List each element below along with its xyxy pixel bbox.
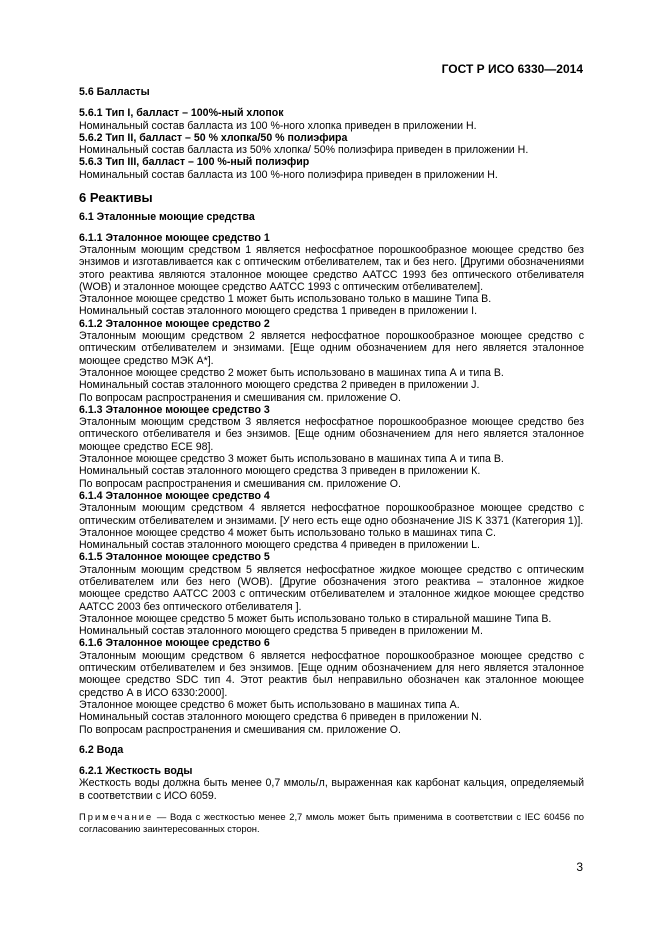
- water-hardness-title: 6.2.1 Жесткость воды: [79, 765, 193, 778]
- note: [79, 811, 584, 835]
- detergent-5-title: 6.1.5 Эталонное моющее средство 5: [79, 551, 270, 564]
- note-text: — Вода с жесткостью менее 2,7 ммоль может быть применима в соответствии с IEC 60456 по согласованию заинтересованных сторон.: [79, 811, 584, 835]
- note-label: Примечание: [79, 811, 154, 823]
- subsection-5-6-1-title: 5.6.1 Тип I, балласт – 100%-ный хлопок: [79, 107, 284, 120]
- detergent-3-distribution: По вопросам распространения и смешивания см. приложение О.: [79, 477, 401, 490]
- detergent-6-title: 6.1.6 Эталонное моющее средство 6: [79, 637, 270, 650]
- detergent-3-usage: Эталонное моющее средство 3 может быть использовано в машинах типа А и типа В.: [79, 453, 504, 466]
- detergent-6-description: Эталонным моющим средством 6 является нефосфатное порошкообразное моющее средство с оптическим отбеливателем и без энзимов. [Еще одним обозначением для него является эталонное моющее средство SDC тип 4. Этот реактив был неправильно обозначен как эталонное моющее средство А в ИСО 6330:2000].: [79, 649, 584, 699]
- detergent-1-description: Эталонным моющим средством 1 является нефосфатное порошкообразное моющее средство без энзимов и изготавливается как с оптическим отбеливателем, так и без него. [Другими обозначениями этого реактива являются эталонное моющее средство AATCC 1993 без оптического отбеливателя (WOB) и эталонное моющее средство AATCC 1993 с оптическим отбеливателем].: [79, 243, 584, 293]
- detergent-5-usage: Эталонное моющее средство 5 может быть использовано только в стиральной машине Типа В.: [79, 612, 552, 625]
- document-body: [79, 86, 584, 835]
- detergent-2-description: Эталонным моющим средством 2 является нефосфатное порошкообразное моющее средство с оптическим отбеливателем и энзимами. [Еще одним обозначением для него является эталонное моющее средство МЭК А*].: [79, 330, 584, 367]
- detergent-6-distribution: По вопросам распространения и смешивания см. приложение О.: [79, 723, 401, 736]
- page-number: 3: [576, 860, 583, 874]
- detergent-6-composition: Номинальный состав эталонного моющего средства 6 приведен в приложении N.: [79, 711, 482, 724]
- subsection-5-6-2-title: 5.6.2 Тип II, балласт – 50 % хлопка/50 % полиэфира: [79, 131, 348, 144]
- water-hardness-text: Жесткость воды должна быть менее 0,7 ммоль/л, выраженная как карбонат кальция, определяемый в соответствии с ИСО 6059.: [79, 777, 584, 802]
- detergent-4-description: Эталонным моющим средством 4 является нефосфатное порошкообразное моющее средство с оптическим отбеливателем и энзимами. [У него есть еще одно обозначение JIS K 3371 (Категория 1)].: [79, 502, 584, 527]
- detergent-2-composition: Номинальный состав эталонного моющего средства 2 приведен в приложении J.: [79, 379, 480, 392]
- detergent-2-title: 6.1.2 Эталонное моющее средство 2: [79, 317, 270, 330]
- detergent-2-usage: Эталонное моющее средство 2 может быть использовано в машинах типа А и типа В.: [79, 366, 504, 379]
- detergent-2-distribution: По вопросам распространения и смешивания см. приложение О.: [79, 391, 401, 404]
- detergent-4-composition: Номинальный состав эталонного моющего средства 4 приведен в приложении L.: [79, 539, 481, 552]
- section-5-6-title: 5.6 Балласты: [79, 86, 150, 98]
- subsection-5-6-1-text: Номинальный состав балласта из 100 %-ного хлопка приведен в приложении H.: [79, 119, 477, 132]
- detergent-1-title: 6.1.1 Эталонное моющее средство 1: [79, 231, 270, 244]
- section-6-2-title: 6.2 Вода: [79, 743, 124, 756]
- subsection-5-6-3-text: Номинальный состав балласта из 100 %-ного полиэфира приведен в приложении H.: [79, 168, 498, 181]
- detergent-3-title: 6.1.3 Эталонное моющее средство 3: [79, 403, 270, 416]
- detergent-1-composition: Номинальный состав эталонного моющего средства 1 приведен в приложении I.: [79, 305, 478, 318]
- detergent-3-composition: Номинальный состав эталонного моющего средства 3 приведен в приложении К.: [79, 465, 481, 478]
- subsection-5-6-3-title: 5.6.3 Тип III, балласт – 100 %-ный полиэфир: [79, 156, 310, 169]
- detergent-5-description: Эталонным моющим средством 5 является нефосфатное жидкое моющее средство с оптическим отбеливателем или без него (WOB). [Другие обозначения этого реактива – эталонное жидкое моющее средство AATCC 2003 с оптическим отбеливателем и эталонное жидкое моющее средство AATCC 2003 без оптического отбеливателя ].: [79, 563, 584, 613]
- detergent-4-title: 6.1.4 Эталонное моющее средство 4: [79, 489, 270, 502]
- section-6-1-title: 6.1 Эталонные моющие средства: [79, 211, 255, 224]
- section-6-title: 6 Реактивы: [79, 190, 153, 206]
- document-header: ГОСТ Р ИСО 6330—2014: [441, 62, 583, 76]
- detergent-3-description: Эталонным моющим средством 3 является нефосфатное порошкообразное моющее средство без оптического отбеливателя и без энзимов. [Еще одним обозначением для него является эталонное моющее средство ЕСЕ 98].: [79, 416, 584, 453]
- detergent-6-usage: Эталонное моющее средство 6 может быть использовано в машинах типа А.: [79, 698, 460, 711]
- subsection-5-6-2-text: Номинальный состав балласта из 50% хлопка/ 50% полиэфира приведен в приложении H.: [79, 144, 529, 157]
- detergent-5-composition: Номинальный состав эталонного моющего средства 5 приведен в приложении М.: [79, 625, 483, 638]
- detergent-1-usage: Эталонное моющее средство 1 может быть использовано только в машине Типа В.: [79, 293, 492, 306]
- detergent-4-usage: Эталонное моющее средство 4 может быть использовано только в машинах типа С.: [79, 526, 496, 539]
